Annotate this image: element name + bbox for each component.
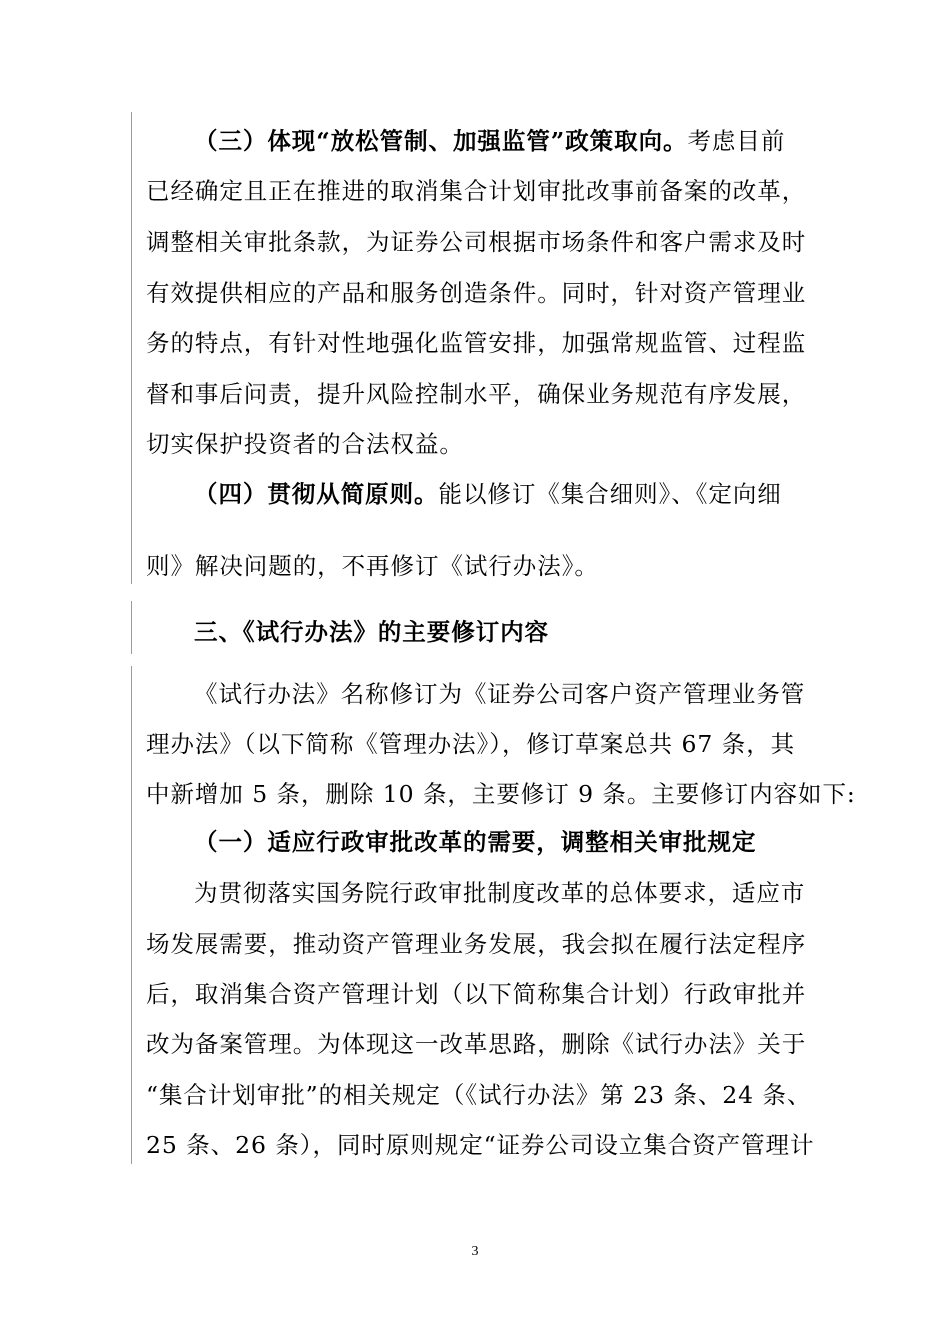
paragraph-line: 督和事后问责，提升风险控制水平，确保业务规范有序发展， [146,380,807,408]
paragraph-line: 切实保护投资者的合法权益。 [146,430,464,458]
margin-rule-top [131,112,132,584]
bold-lead: （四）贯彻从简原则。 [194,480,439,508]
paragraph-line: 25 条、26 条），同时原则规定“证券公司设立集合资产管理计 [146,1131,815,1159]
paragraph-line: 《试行办法》名称修订为《证券公司客户资产管理业务管 [194,680,806,708]
paragraph-line: 后，取消集合资产管理计划（以下简称集合计划）行政审批并 [146,980,807,1008]
paragraph-line: 调整相关审批条款，为证券公司根据市场条件和客户需求及时 [146,228,807,256]
paragraph-line: 则》解决问题的，不再修订《试行办法》。 [146,552,599,580]
bold-lead: （三）体现“放松管制、加强监管”政策取向。 [194,127,688,155]
paragraph-line: 中新增加 5 条，删除 10 条，主要修订 9 条。主要修订内容如下: [146,780,856,808]
section-4-heading-line [194,479,874,509]
section-3-heading-line [194,126,874,156]
chapter-3-heading: 三、《试行办法》的主要修订内容 [194,618,549,646]
paragraph-line: 场发展需要，推动资产管理业务发展，我会拟在履行法定程序 [146,930,807,958]
paragraph-line: 已经确定且正在推进的取消集合计划审批改事前备案的改革， [146,177,807,205]
paragraph-line: 改为备案管理。为体现这一改革思路，删除《试行办法》关于 [146,1030,807,1058]
subsection-1-heading: （一）适应行政审批改革的需要，调整相关审批规定 [194,828,757,856]
margin-rule-bottom [131,666,132,1164]
paragraph-line: 有效提供相应的产品和服务创造条件。同时，针对资产管理业 [146,279,807,307]
paragraph-line: “集合计划审批”的相关规定（《试行办法》第 23 条、24 条、 [146,1081,812,1109]
paragraph-line: 务的特点，有针对性地强化监管安排，加强常规监管、过程监 [146,329,807,357]
paragraph-line: 理办法》（以下简称《管理办法》），修订草案总共 67 条，其 [146,730,796,758]
text: 能以修订《集合细则》、《定向细 [438,480,782,508]
text: 考虑目前 [687,127,786,155]
paragraph-line: 为贯彻落实国务院行政审批制度改革的总体要求，适应市 [194,879,806,907]
page-number: 3 [471,1244,479,1259]
margin-rule-middle [131,601,132,654]
